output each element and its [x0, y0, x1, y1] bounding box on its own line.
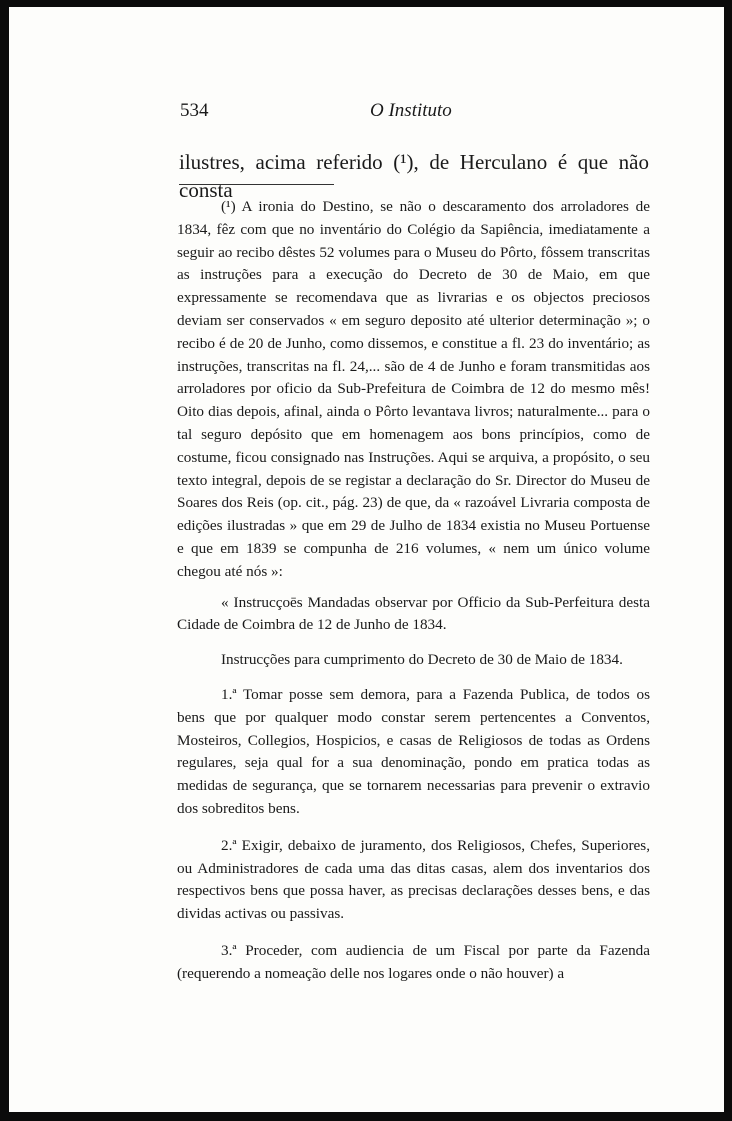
- body-text-line: ilustres, acima referido (¹), de Herculano é que não consta: [179, 150, 649, 202]
- footnote-paragraph-6: 3.ª Proceder, com audiencia de um Fiscal por parte da Fazenda (requerendo a nomeação delle nos logares onde o não houver) a: [177, 941, 650, 982]
- footnote-paragraph-2: « Instrucçoēs Mandadas observar por Officio da Sub-Perfeitura desta Cidade de Coimbra de 12 de Junho de 1834.: [177, 593, 650, 634]
- footnote-separator: [179, 184, 334, 185]
- footnote-paragraph-5: 2.ª Exigir, debaixo de juramento, dos Religiosos, Chefes, Superiores, ou Administradores de cada uma das ditas casas, alem dos inventarios dos respectivos bens que possa haver, as precisas declarações desses bens, e das dividas activas ou passivas.: [177, 836, 650, 923]
- footnote-paragraph-1: (¹) A ironia do Destino, se não o descaramento dos arroladores de 1834, fêz com que no inventário do Colégio da Sapiência, imediatamente a seguir ao recibo dêstes 52 volumes para o Museu do Pôrto, fôssem transcritas as instruções para a execução do Decreto de 30 de Maio, em que expressamente se recomendava que as livrarias e os objectos preciosos deviam ser conservados « em seguro deposito até ulterior determinação »; o recibo é de 20 de Junho, como dissemos, e constitue a fl. 23 do inventário; as instruções, transcritas na fl. 24,... são de 4 de Junho e foram transmitidas aos arroladores por oficio da Sub-Prefeitura de Coimbra de 12 do mesmo mês! Oito dias depois, afinal, ainda o Pôrto levantava livros; naturalmente... para o tal seguro depósito que em homenagem aos bons princípios, como de costume, ficou consignado nas Instruções. Aqui se arquiva, a propósito, o seu texto integral, depois de se registar a declaração do Sr. Director do Museu de Soares dos Reis (op. cit., pág. 23) de que, da « razoável Livraria composta de edições ilustradas » que em 29 de Julho de 1834 existia no Museu Portuense e que em 1839 se compunha de 216 volumes, « nem um único volume chegou até nós »:: [177, 198, 650, 580]
- running-title: O Instituto: [370, 100, 452, 121]
- footnote: [177, 196, 650, 986]
- page-number: 534: [180, 100, 209, 121]
- footnote-paragraph-4: 1.ª Tomar posse sem demora, para a Fazenda Publica, de todos os bens que por qualquer modo constar serem pertencentes a Conventos, Mosteiros, Collegios, Hospicios, e casas de Religiosos de todas as Ordens regulares, seja qual for a sua denominação, pondo em pratica todas as medidas de segurança, que se tornarem necessarias para prevenir o extravio dos sobreditos bens.: [177, 685, 650, 817]
- page-header: [180, 100, 650, 130]
- footnote-paragraph-3: Instrucções para cumprimento do Decreto de 30 de Maio de 1834.: [221, 651, 623, 669]
